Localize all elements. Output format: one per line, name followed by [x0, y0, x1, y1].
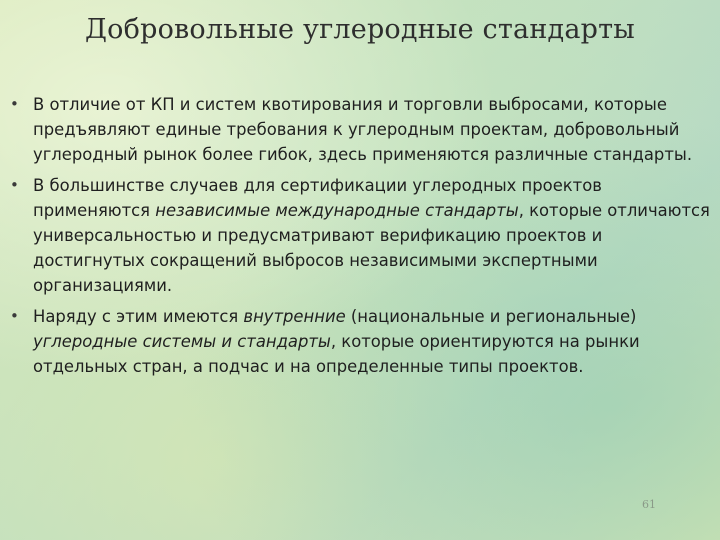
bullet-icon: •	[10, 306, 19, 325]
bullet-icon: •	[10, 95, 19, 113]
bullet-icon: •	[10, 175, 19, 194]
bullet-text: , которые отличаются универсальностью и предусматривают верификацию проектов и достигнутых сокращений выбросов независимыми экспертными организациями.	[33, 200, 710, 296]
bullet-text: В большинстве случаев для сертификации углеродных проектов применяются	[33, 175, 602, 220]
page-number: 61	[642, 498, 656, 511]
bullet-item-3	[0, 304, 720, 380]
slide-title: Добровольные углеродные стандарты	[85, 14, 635, 45]
bullet-text: В отличие от КП и систем квотирования и торговли выбросами, которые предъявляют единые требования к углеродным проектам, добровольный углеродный рынок более гибок, здесь применяются различные стандарты.	[33, 95, 693, 165]
bullet-text: Наряду с этим имеются	[33, 306, 244, 326]
bullet-text: , которые ориентируются на рынки отдельных стран, а подчас и на определенные типы проектов.	[33, 331, 640, 377]
bullet-text-emphasis: независимые международные стандарты	[155, 200, 519, 220]
bullet-item-2	[0, 173, 720, 299]
bullet-list	[0, 92, 720, 384]
bullet-text: (национальные и региональные)	[345, 306, 637, 326]
bullet-text-emphasis: внутренние	[243, 306, 346, 326]
bullet-item-1	[0, 92, 720, 168]
bullet-text-emphasis: углеродные системы и стандарты	[33, 331, 331, 351]
